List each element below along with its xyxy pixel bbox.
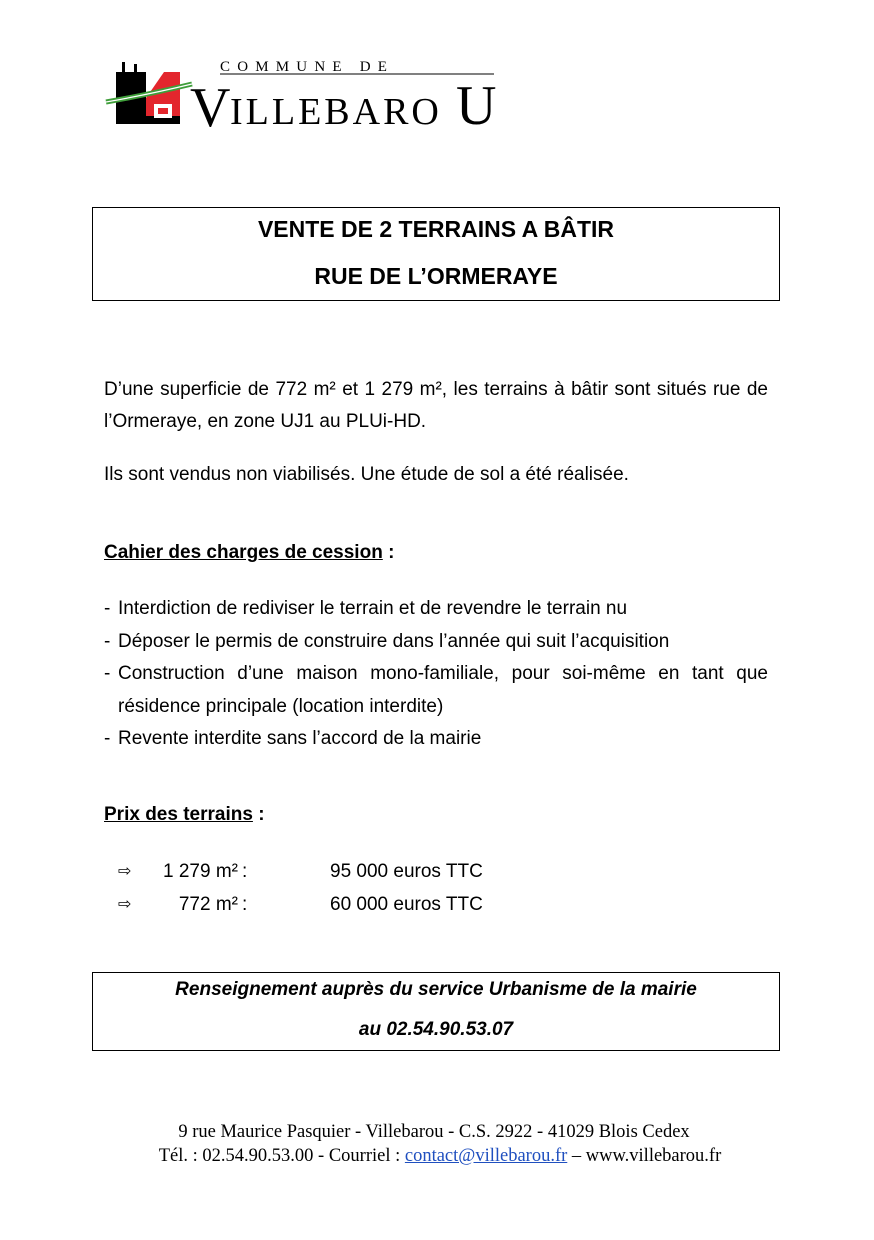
right-arrow-icon: ⇨ (118, 863, 132, 880)
list-item-text: Revente interdite sans l’accord de la mairie (118, 728, 482, 749)
price-amount: 60 000 euros TTC (330, 893, 483, 915)
list-dash: - (104, 630, 111, 652)
footer-contact (3, 1146, 874, 1167)
right-arrow-icon: ⇨ (118, 895, 132, 913)
intro-paragraph-2: Ils sont vendus non viabilisés. Une étude de sol a été réalisée. (104, 464, 629, 485)
list-dash: - (104, 663, 111, 684)
list-dash: - (104, 728, 111, 749)
list-item (104, 593, 768, 626)
price-colon: : (242, 893, 248, 915)
info-phone: au 02.54.90.53.07 (358, 1019, 514, 1040)
list-item-text: Déposer le permis de construire dans l’année qui suit l’acquisition (118, 630, 670, 652)
logo-final-u: U (456, 75, 497, 132)
prices-list (118, 856, 538, 921)
title-box (92, 207, 780, 301)
price-area: 1 279 m² (163, 861, 238, 882)
list-item-text: Interdiction de rediviser le terrain et de revendre le terrain nu (118, 598, 628, 619)
intro-paragraph-1: D’une superficie de 772 m² et 1 279 m², les terrains à bâtir sont situés rue de l’Ormeraye, en zone UJ1 au PLUi-HD. (104, 379, 768, 432)
title-line-1: VENTE DE 2 TERRAINS A BÂTIR (257, 216, 615, 242)
charges-heading-text: Cahier des charges de cession (104, 542, 383, 563)
info-box (92, 972, 780, 1051)
villebarou-emblem (104, 58, 504, 132)
email-link[interactable]: contact@villebarou.fr (404, 1146, 568, 1166)
commune-logo (104, 58, 504, 132)
logo-commune-de: COMMUNE DE (220, 59, 395, 75)
info-line-1: Renseignement auprès du service Urbanisme de la mairie (175, 979, 697, 1000)
title-line-2: RUE DE L’ORMERAYE (314, 263, 558, 289)
price-colon: : (242, 861, 248, 882)
list-dash: - (104, 598, 111, 619)
price-area: 772 m² (178, 893, 238, 915)
price-row (118, 856, 538, 889)
charges-heading (104, 542, 394, 564)
prices-heading (104, 804, 265, 826)
prices-heading-text: Prix des terrains (104, 804, 253, 825)
footer-address: 9 rue Maurice Pasquier - Villebarou - C.S. 2922 - 41029 Blois Cedex (178, 1122, 690, 1142)
logo-initial-v: V (190, 77, 231, 132)
charges-list (104, 593, 768, 756)
list-item (104, 626, 768, 659)
footer-tel: Tél. : 02.54.90.53.00 - Courriel : (158, 1146, 405, 1166)
logo-main-text: ILLEBARO (230, 91, 442, 132)
charges-heading-suffix: : (382, 542, 395, 563)
list-item (104, 723, 768, 756)
list-item (104, 658, 768, 723)
prices-heading-suffix: : (252, 804, 265, 825)
list-item-text: Construction d’une maison mono-familiale, pour soi-même en tant que résidence principale (location interdite) (118, 663, 768, 717)
price-row (118, 889, 538, 922)
footer-website: – www.villebarou.fr (567, 1146, 722, 1166)
price-amount: 95 000 euros TTC (330, 861, 483, 882)
